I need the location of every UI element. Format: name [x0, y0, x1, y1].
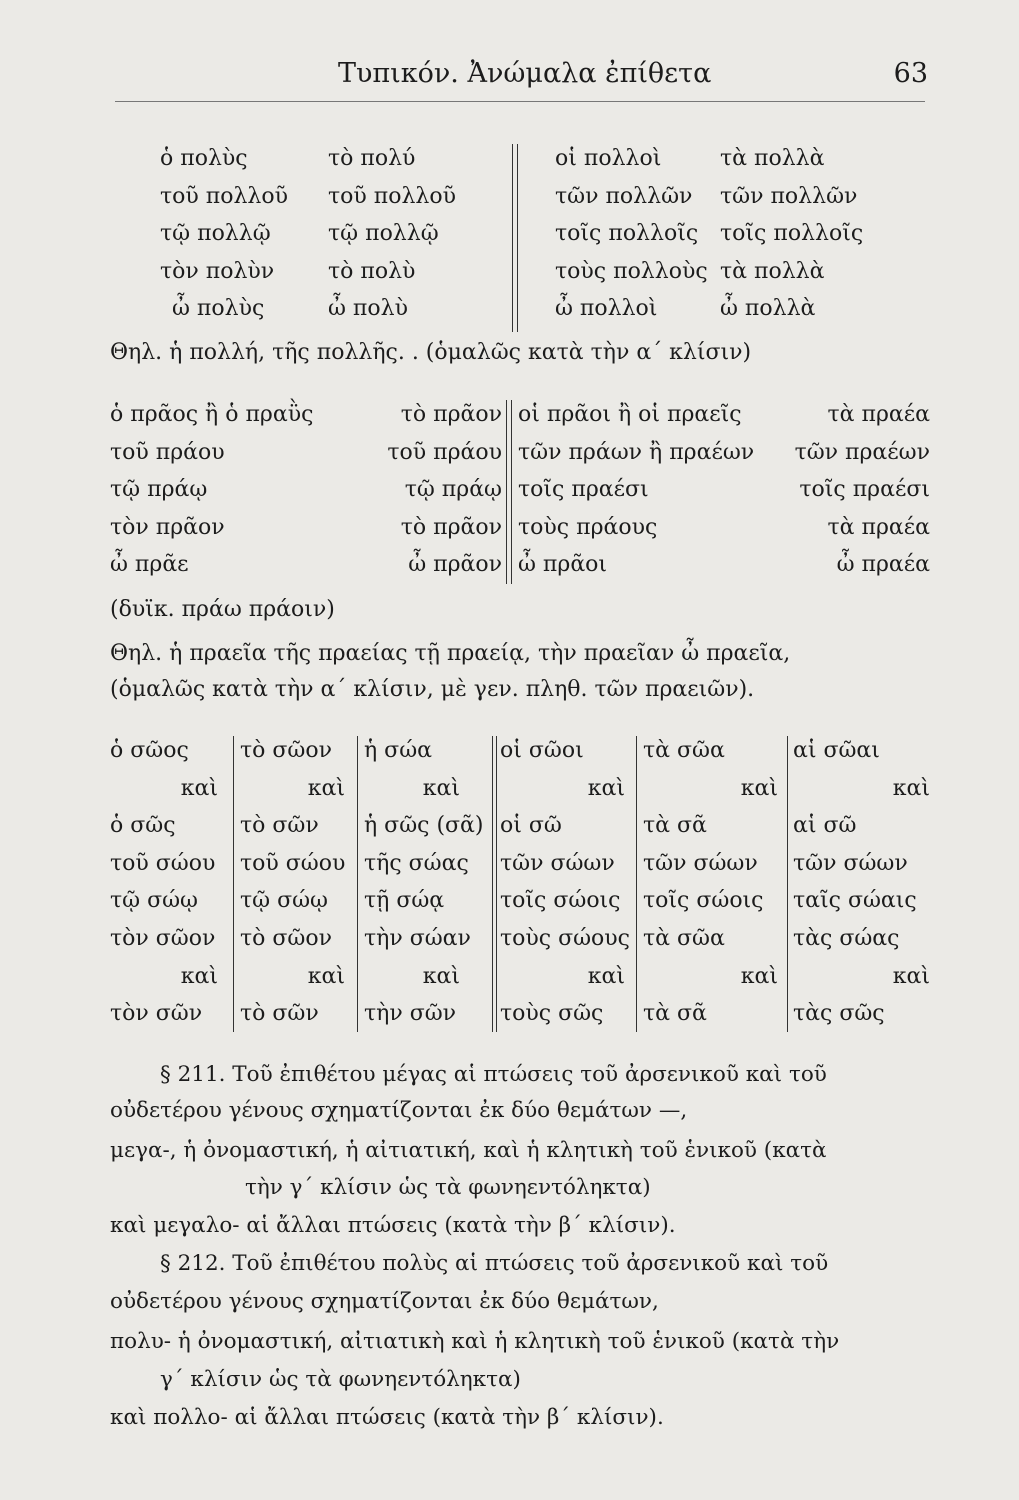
table-cell: τοῖς σώοις — [643, 888, 764, 914]
table-praos — [110, 396, 930, 584]
table-cell: τὰ πολλὰ — [720, 146, 825, 171]
table-row — [110, 770, 930, 808]
table-cell: τὰ σῶα — [643, 738, 725, 763]
table-cell: τῶν πολλῶν — [720, 183, 858, 209]
table-cell: τὰς σῶς — [793, 1001, 885, 1027]
table-cell: καὶ — [422, 775, 460, 801]
table-cell: τοὺς σώους — [500, 925, 631, 951]
table-cell: ὦ πραέα — [836, 552, 930, 578]
table-soos — [110, 732, 930, 1033]
table-row — [110, 396, 930, 434]
table-cell: καὶ — [180, 963, 218, 989]
table-cell: τὰ σᾶ — [643, 813, 707, 839]
table-row — [110, 958, 930, 996]
table-row — [110, 471, 930, 509]
table-cell: τὰ πραέα — [827, 402, 930, 427]
table-cell: αἱ σῶαι — [793, 738, 880, 763]
table-cell: τὸ πολὺ — [328, 258, 416, 284]
table-cell: τὴν σώαν — [364, 925, 471, 951]
table-cell: τῶν πολλῶν — [555, 183, 693, 209]
table-cell: τὰ σᾶ — [643, 1001, 707, 1027]
table-cell: ὦ πολὺ — [328, 296, 408, 322]
table-cell: τοὺς πολλοὺς — [555, 258, 708, 284]
table-cell: ὁ πρᾶος ἢ ὁ πραῢς — [110, 402, 314, 427]
table-cell: καὶ — [307, 963, 345, 989]
table-cell: αἱ σῶ — [793, 813, 857, 839]
table-cell: τὴν σῶν — [364, 1001, 457, 1027]
table-cell: ὁ σῶς — [110, 813, 176, 839]
table-cell: τῷ πολλῷ — [160, 221, 271, 247]
table-cell: καὶ — [180, 775, 218, 801]
table-row — [110, 434, 930, 472]
table-cell: τοῖς σώοις — [500, 888, 621, 914]
table-cell: καὶ — [587, 963, 625, 989]
table-cell: τὸ σῶν — [240, 1001, 319, 1027]
page-number: 63 — [893, 58, 928, 89]
table-cell: τὰς σώας — [793, 925, 900, 951]
table-cell: τοῦ σώου — [110, 850, 216, 876]
table-cell: τῶν σώων — [643, 850, 758, 876]
table-cell: τοῦ πολλοῦ — [328, 183, 456, 209]
section-212-line-3: πολυ- ἡ ὀνομαστική, αἰτιατικὴ καὶ ἡ κλητικὴ τοῦ ἑνικοῦ (κατὰ τὴν — [110, 1329, 840, 1354]
section-211-line-3: μεγα-, ἡ ὀνομαστική, ἡ αἰτιατική, καὶ ἡ κλητικὴ τοῦ ἑνικοῦ (κατὰ — [110, 1138, 827, 1163]
running-header — [110, 58, 928, 98]
table-cell: τοῦ πολλοῦ — [160, 183, 288, 209]
table-cell: καὶ — [307, 775, 345, 801]
table-cell: τοῦ πράου — [387, 439, 502, 465]
table-cell: τὸ σῶν — [240, 813, 319, 839]
feminine-note-praos-2: (ὁμαλῶς κατὰ τὴν α΄ κλίσιν, μὲ γεν. πληθ. τῶν πραειῶν). — [110, 677, 755, 702]
table-row — [110, 546, 930, 584]
table-cell: τῶν σώων — [793, 850, 908, 876]
section-212-line-1: § 212. Τοῦ ἐπιθέτου πολὺς αἱ πτώσεις τοῦ ἀρσενικοῦ καὶ τοῦ — [160, 1251, 829, 1276]
table-cell: τοῖς πραέσι — [799, 477, 930, 503]
table-cell: τὸν πολὺν — [160, 258, 275, 284]
table-cell: τὰ πραέα — [827, 514, 930, 540]
table-cell: ὦ πολλὰ — [720, 296, 816, 322]
table-cell: τὸν σῶν — [110, 1001, 203, 1027]
table-row — [110, 920, 930, 958]
table-cell: καὶ — [587, 775, 625, 801]
table-cell: τὸ πολύ — [328, 146, 416, 171]
feminine-note-polys: Θηλ. ἡ πολλή, τῆς πολλῆς. . (ὁμαλῶς κατὰ τὴν α΄ κλίσιν) — [110, 340, 752, 365]
table-cell: οἱ σῶοι — [500, 738, 584, 763]
dual-note: (δυϊκ. πράω πράοιν) — [110, 597, 335, 622]
table-row — [160, 290, 920, 328]
table-row — [160, 253, 920, 291]
section-212-line-2: οὐδετέρου γένους σχηματίζονται ἐκ δύο θεμάτων, — [110, 1289, 659, 1314]
table-cell: τὸ σῶον — [240, 925, 332, 951]
table-cell: τὸ σῶον — [240, 738, 332, 763]
section-211-line-2: οὐδετέρου γένους σχηματίζονται ἐκ δύο θεμάτων —, — [110, 1098, 688, 1123]
table-cell: τῶν πράων ἢ πραέων — [518, 439, 755, 465]
table-cell: καὶ — [892, 963, 930, 989]
table-cell: ἡ σώα — [364, 738, 432, 763]
table-cell: ὁ σῶος — [110, 738, 189, 763]
table-cell: καὶ — [740, 775, 778, 801]
section-211-line-1: § 211. Τοῦ ἐπιθέτου μέγας αἱ πτώσεις τοῦ ἀρσενικοῦ καὶ τοῦ — [160, 1062, 827, 1087]
table-cell: τοῖς πραέσι — [518, 477, 649, 503]
table-cell: τῷ πράῳ — [404, 477, 502, 503]
table-cell: τῷ σώῳ — [110, 888, 198, 914]
table-cell: ὦ πρᾶοι — [518, 552, 608, 578]
table-cell: τῷ σώῳ — [240, 888, 328, 914]
section-212-line-4: γ΄ κλίσιν ὡς τὰ φωνηεντόληκτα) — [160, 1367, 521, 1392]
table-cell: καὶ — [740, 963, 778, 989]
table-cell: ὦ πολὺς — [172, 296, 265, 322]
table-cell: τῷ πράῳ — [110, 477, 208, 503]
table-cell: τοῖς πολλοῖς — [555, 221, 699, 247]
section-211-line-5: καὶ μεγαλο- αἱ ἄλλαι πτώσεις (κατὰ τὴν β΄ κλίσιν). — [110, 1213, 676, 1238]
table-cell: τῶν πραέων — [794, 439, 930, 465]
table-cell: τὰ σῶα — [643, 925, 725, 951]
table-cell: οἱ πολλοὶ — [555, 146, 662, 171]
table-row — [110, 882, 930, 920]
table-cell: ὦ πρᾶε — [110, 552, 189, 578]
table-row — [110, 509, 930, 547]
table-cell: τοῦ πράου — [110, 439, 225, 465]
table-row — [160, 178, 920, 216]
table-row — [110, 845, 930, 883]
table-polys — [160, 140, 920, 328]
feminine-note-praos: Θηλ. ἡ πραεῖα τῆς πραείας τῇ πραείᾳ, τὴν πραεῖαν ὦ πραεῖα, — [110, 641, 791, 666]
table-cell: τοὺς πράους — [518, 514, 658, 540]
table-cell: τῷ πολλῷ — [328, 221, 439, 247]
table-cell: οἱ πρᾶοι ἢ οἱ πραεῖς — [518, 402, 742, 427]
table-row — [160, 215, 920, 253]
table-cell: τὰ πολλὰ — [720, 258, 825, 284]
header-rule — [115, 101, 925, 102]
table-row — [110, 807, 930, 845]
table-cell: ὦ πολλοὶ — [555, 296, 658, 322]
table-cell: τοῖς πολλοῖς — [720, 221, 864, 247]
section-211-line-4: τὴν γ΄ κλίσιν ὡς τὰ φωνηεντόληκτα) — [245, 1175, 651, 1200]
table-cell: τῆς σώας — [364, 850, 469, 876]
table-cell: τὸν σῶον — [110, 925, 216, 951]
table-cell: τῶν σώων — [500, 850, 615, 876]
table-cell: τὸν πρᾶον — [110, 514, 225, 540]
header-title: Τυπικόν. Ἀνώμαλα ἐπίθετα — [338, 58, 712, 89]
table-cell: καὶ — [892, 775, 930, 801]
table-cell: τὸ πρᾶον — [400, 514, 502, 540]
table-row — [160, 140, 920, 178]
table-cell: ταῖς σώαις — [793, 888, 917, 914]
table-cell: ὦ πρᾶον — [408, 552, 502, 578]
table-row — [110, 995, 930, 1033]
table-cell: τοὺς σῶς — [500, 1001, 604, 1027]
section-212-line-5: καὶ πολλο- αἱ ἄλλαι πτώσεις (κατὰ τὴν β΄ κλίσιν). — [110, 1405, 664, 1430]
table-cell: ὁ πολὺς — [160, 146, 248, 171]
table-cell: ἡ σῶς (σᾶ) — [364, 813, 484, 839]
table-cell: τὸ πρᾶον — [400, 402, 502, 427]
table-cell: οἱ σῶ — [500, 813, 562, 839]
table-cell: τοῦ σώου — [240, 850, 346, 876]
table-row — [110, 732, 930, 770]
table-cell: καὶ — [422, 963, 460, 989]
table-cell: τῇ σώᾳ — [364, 888, 445, 914]
